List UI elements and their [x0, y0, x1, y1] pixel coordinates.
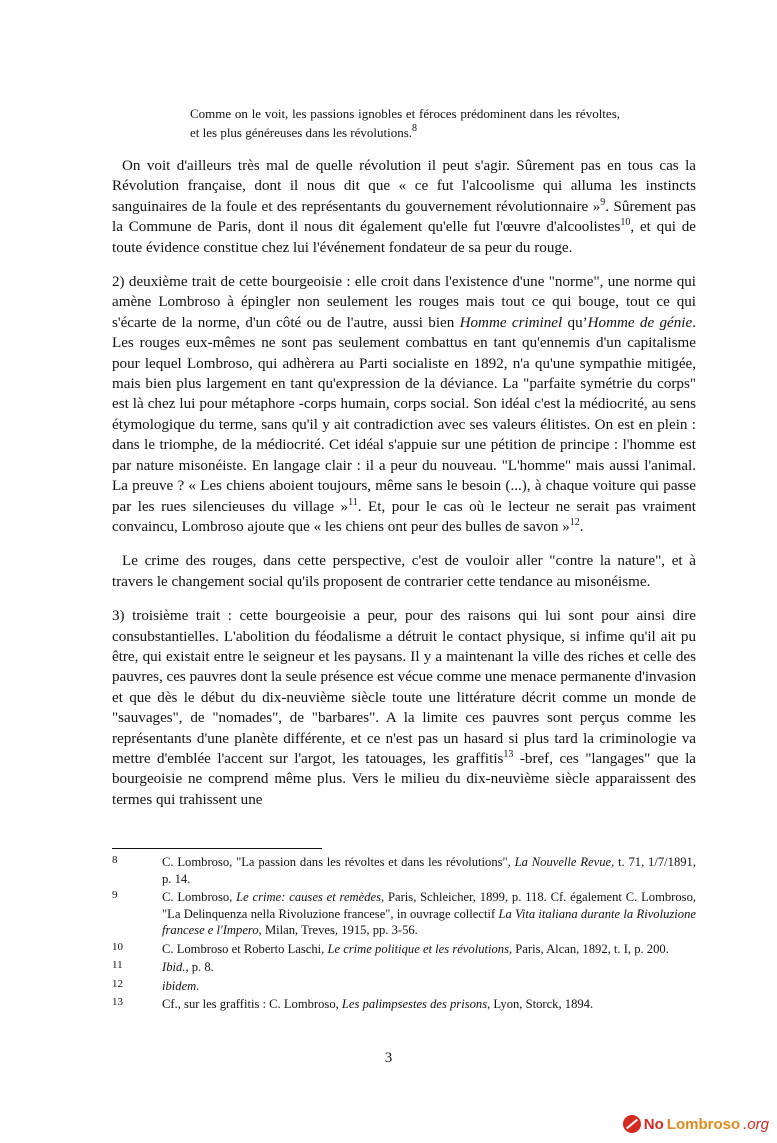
footnote-text [162, 854, 696, 887]
footnote-text-part: , p. 8. [185, 960, 214, 974]
footnote-number: 10 [112, 940, 123, 953]
p2-text-a: 2) deuxième trait de cette bourgeoisie : elle croit dans l'existence d'une "norme", une norme qui amène Lombroso à épingler non seulement les rouges mais tout ce qui bouge, tout ce qui s'écarte de la norme, d'un côté ou de l'autre, aussi bien [112, 274, 696, 331]
footnote-13 [112, 996, 696, 1013]
footnote-text [162, 889, 696, 939]
footnote-8 [112, 854, 696, 887]
footnote-text-part: C. Lombroso, [162, 890, 237, 904]
p2-text-b: qu’ [562, 314, 588, 331]
footnote-ref-9[interactable]: 9 [600, 196, 606, 208]
footnote-number: 11 [112, 959, 123, 971]
footnote-separator [112, 848, 322, 849]
body-text [112, 156, 696, 824]
footnote-text [162, 996, 696, 1013]
footnote-ref-11[interactable]: 11 [348, 496, 358, 508]
watermark-lombroso: Lombroso [666, 1115, 741, 1133]
p4-text-b: -bref, ces "langages" que la bourgeoisie ne comprend même plus. Vers le milieu du dix-neuvième siècle apparaissent des termes qui trahissent une [112, 750, 696, 808]
footnote-title: Ibid. [162, 960, 186, 974]
footnote-ref-8[interactable]: 8 [412, 123, 418, 134]
footnote-number: 9 [112, 889, 118, 901]
paragraph-3: Le crime des rouges, dans cette perspective, c'est de vouloir aller "contre la nature", et à travers le changement social qu'ils proposent de contrarier cette tendance au misonéisme. [112, 553, 696, 590]
page-number: 3 [384, 1050, 393, 1066]
p2-text-c: . Les rouges eux-mêmes ne sont pas seulement combattus en tant qu'ennemis d'un capitalisme pour lequel Lombroso, qui adhèrera au Parti socialiste en 1892, n'a qu'une sympathie mitigée, mais bien plus largement en tant qu'expression de la déviance. La "parfaite symétrie du corps" est là chez lui pour métaphore -corps humain, corps social. Son idéal c'est la médiocrité, au sens étymologique du terme, sans qu'il y ait contradiction avec ses valeurs élitistes. On est en plein : dans le triomphe, de la médiocrité. Cet idéal s'appuie sur une pétition de principe : l'homme est par nature misonéiste. En langage clair : il a peur du nouveau. "L'homme" mais aussi l'animal. La preuve ? « Les chiens aboient toujours, même sans le besoin (...), à chaque voiture qui passe par les rues silencieuses du village » [112, 314, 696, 515]
footnote-title: La Vita italiana durante la Rivoluzione francese e l'Impero [162, 906, 696, 937]
footnote-text [162, 959, 696, 976]
p4-text-a: 3) troisième trait : cette bourgeoisie a peur, pour des raisons qui lui sont pour ainsi dire consubstantielles. L'abolition du féodalisme a détruit le contact physique, si infime qu'il ait pu être, qui existait entre le seigneur et les paysans. Il y a maintenant la ville des riches et celle des pauvres, ces pauvres dont la seule présence est vécue comme une menace permanente d'invasion et que dès le début du dix-neuvième siècle toute une littérature décrit comme un monde de "sauvages", de "nomades", de "barbares". A la limite ces pauvres sont perçus comme les représentants d'une planète différente, et ce n'est pas un hasard si plus tard la criminologie va mettre d'emblée l'accent sur l'argot, les tatouages, les graffitis [112, 608, 696, 767]
paragraph-4 [112, 606, 696, 810]
p2-text-e: . [579, 518, 584, 535]
footnote-title: ibidem. [162, 978, 200, 993]
footnote-title: Le crime politique et les révolutions [327, 941, 509, 956]
p1-text-c: , et qui de toute évidence constitue chez lui l'événement fondateur de sa peur du rouge. [112, 219, 697, 256]
footnote-title: La Nouvelle Revue [514, 855, 612, 869]
footnote-number: 8 [112, 854, 118, 866]
p1-text-a: On voit d'ailleurs très mal de quelle révolution il peut s'agir. Sûrement pas en tous cas la Révolution française, dont il nous dit que « ce fut l'alcoolisme qui alluma les instincts sanguinaires de la foule et des représentants du gouvernement révolutionnaire » [112, 158, 696, 215]
watermark-tld: .org [743, 1115, 769, 1133]
footnotes [112, 854, 696, 1015]
footnote-10 [112, 941, 696, 958]
footnote-ref-10[interactable]: 10 [620, 217, 631, 229]
p2-text-d: . Et, pour le cas où le lecteur ne serait pas vraiment convaincu, Lombroso ajoute que « les chiens ont peur des bulles de savon » [112, 498, 696, 535]
footnote-text [162, 978, 696, 995]
block-quote [190, 104, 620, 142]
p2-italic-homme-de-genie: Homme de génie [587, 314, 693, 331]
footnote-text-part: C. Lombroso et Roberto Laschi, [162, 941, 328, 956]
no-sign-icon [623, 1115, 641, 1133]
paragraph-2 [112, 272, 696, 537]
footnote-text [162, 941, 696, 958]
footnote-9 [112, 889, 696, 939]
quote-text: Comme on le voit, les passions ignobles et féroces prédominent dans les révoltes, et les plus généreuses dans les révolutions. [190, 106, 620, 140]
footnote-12 [112, 978, 696, 995]
watermark-no: No [643, 1115, 664, 1133]
footnote-text-part: , t. 71, 1/7/1891, p. 14. [162, 855, 696, 886]
footnote-text-part: C. Lombroso, "La passion dans les révoltes et dans les révolutions", [162, 855, 515, 869]
footnote-text-part: , Milan, Treves, 1915, pp. 3-56. [258, 923, 418, 937]
nolombroso-watermark[interactable] [623, 1113, 769, 1135]
footnote-title: Le crime: causes et remèdes [236, 890, 382, 904]
footnote-11 [112, 959, 696, 976]
footnote-number: 12 [112, 977, 123, 990]
footnote-text-part: , Paris, Schleicher, 1899, p. 118. Cf. également C. Lombroso, "La Delinquenza nella Rivoluzione francese", in ouvrage collectif [162, 890, 697, 921]
p2-italic-homme-criminel: Homme criminel [459, 314, 563, 331]
footnote-number: 13 [112, 996, 123, 1008]
p1-text-b: . Sûrement pas la Commune de Paris, dont il nous dit également qu'elle fut l'œuvre d'alcoolistes [112, 198, 696, 236]
footnote-text-part: , Paris, Alcan, 1892, t. I, p. 200. [508, 941, 669, 956]
footnote-text-part: , Lyon, Storck, 1894. [487, 997, 594, 1011]
footnote-ref-13[interactable]: 13 [503, 748, 514, 760]
footnote-title: Les palimpsestes des prisons [341, 997, 488, 1011]
footnote-ref-12[interactable]: 12 [569, 516, 580, 528]
paragraph-1 [112, 156, 696, 258]
footnote-text-part: Cf., sur les graffitis : C. Lombroso, [162, 997, 342, 1011]
